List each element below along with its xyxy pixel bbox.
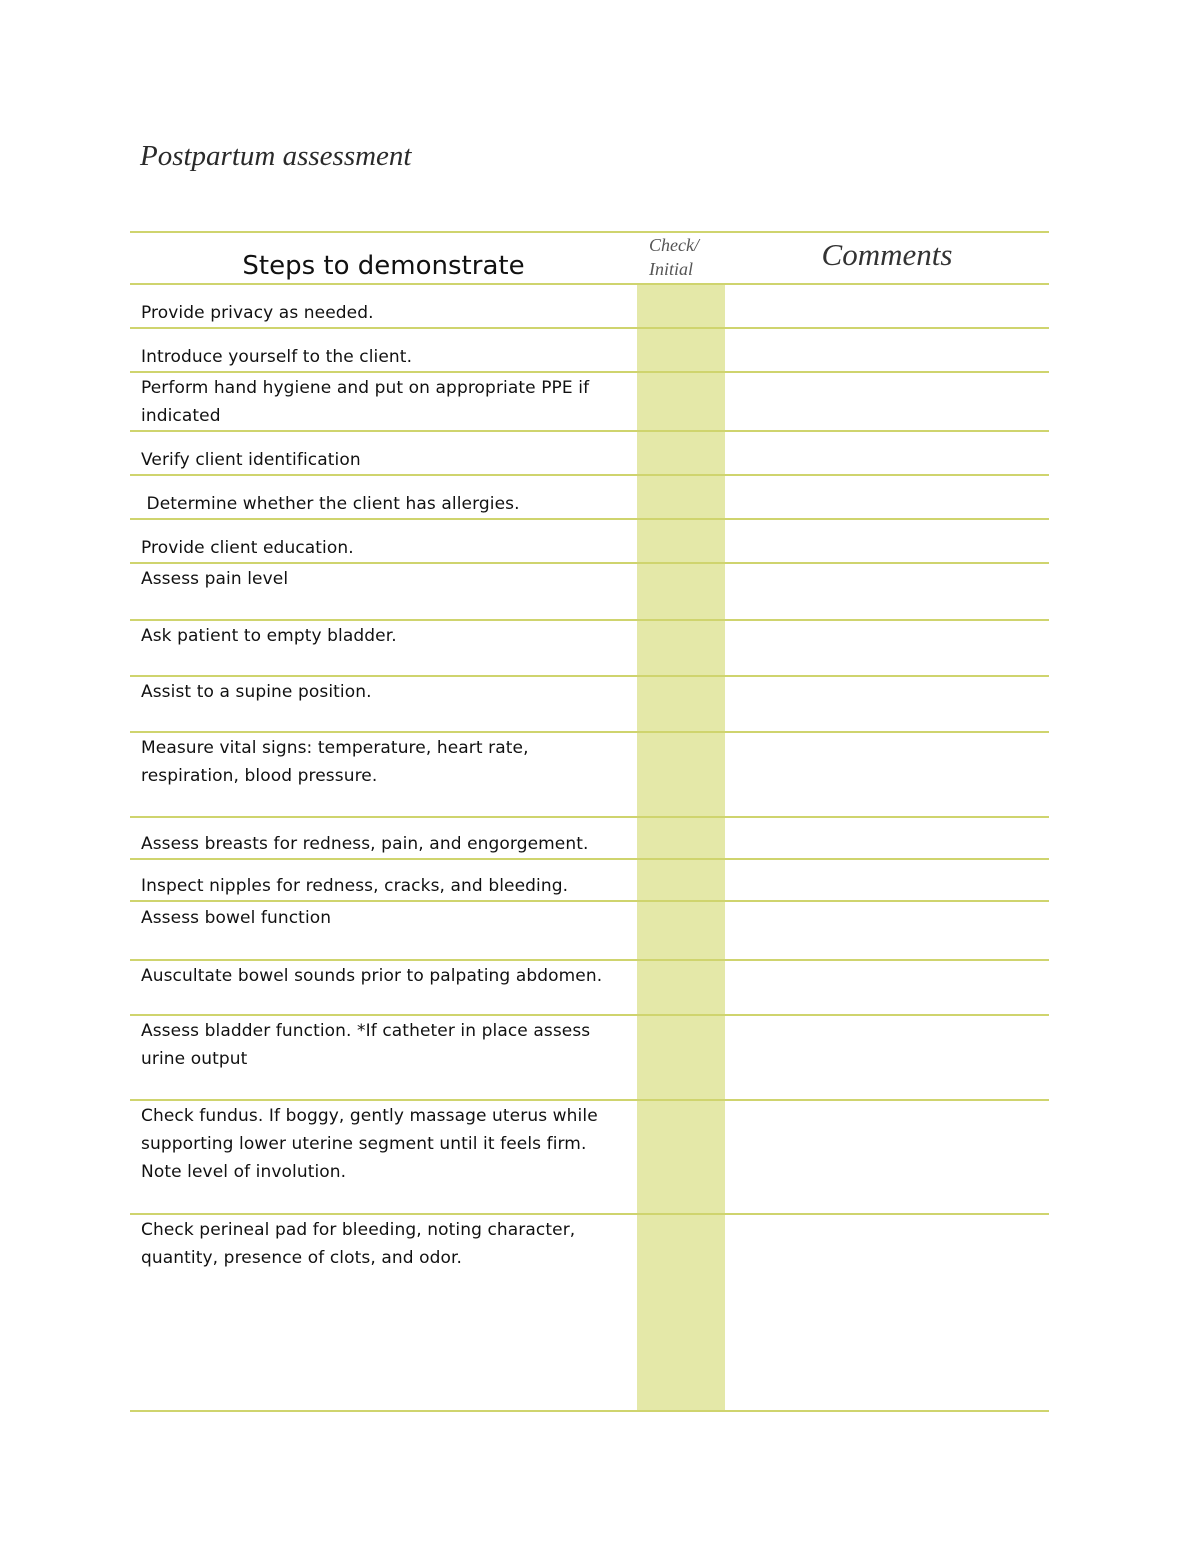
step-cell	[130, 475, 637, 519]
check-initial-cell[interactable]	[637, 328, 725, 372]
comments-cell[interactable]	[725, 1015, 1049, 1100]
step-cell	[130, 960, 637, 1015]
step-text: Perform hand hygiene and put on appropriate PPE if indicated	[141, 378, 590, 426]
check-initial-cell[interactable]	[637, 431, 725, 475]
check-initial-cell[interactable]	[637, 372, 725, 431]
check-initial-column-header	[637, 232, 725, 284]
check-initial-cell[interactable]	[637, 859, 725, 901]
comments-cell[interactable]	[725, 676, 1049, 732]
check-initial-cell[interactable]	[637, 732, 725, 817]
assessment-checklist-table	[130, 231, 1049, 1412]
check-initial-cell[interactable]	[637, 817, 725, 859]
table-row	[130, 960, 1049, 1015]
step-text: Assess breasts for redness, pain, and engorgement.	[141, 834, 589, 854]
step-cell	[130, 620, 637, 676]
step-cell	[130, 563, 637, 620]
table-row	[130, 328, 1049, 372]
comments-cell[interactable]	[725, 817, 1049, 859]
check-initial-cell[interactable]	[637, 1100, 725, 1214]
step-text: Assess bowel function	[141, 908, 332, 928]
check-initial-cell[interactable]	[637, 1015, 725, 1100]
step-text: Provide privacy as needed.	[141, 303, 374, 323]
step-text: Check perineal pad for bleeding, noting character, quantity, presence of clots, and odor.	[141, 1220, 576, 1268]
step-text: Inspect nipples for redness, cracks, and bleeding.	[141, 876, 569, 896]
step-cell	[130, 817, 637, 859]
comments-cell[interactable]	[725, 620, 1049, 676]
check-initial-cell[interactable]	[637, 563, 725, 620]
check-initial-cell[interactable]	[637, 475, 725, 519]
comments-cell[interactable]	[725, 732, 1049, 817]
comments-cell[interactable]	[725, 1100, 1049, 1214]
step-cell	[130, 1100, 637, 1214]
check-initial-cell[interactable]	[637, 620, 725, 676]
step-text: Measure vital signs: temperature, heart rate, respiration, blood pressure.	[141, 738, 529, 786]
comments-cell[interactable]	[725, 563, 1049, 620]
step-cell	[130, 676, 637, 732]
comments-cell[interactable]	[725, 284, 1049, 328]
check-initial-cell[interactable]	[637, 1214, 725, 1411]
table-row	[130, 901, 1049, 960]
table-row	[130, 817, 1049, 859]
table-row	[130, 1015, 1049, 1100]
comments-cell[interactable]	[725, 372, 1049, 431]
comments-cell[interactable]	[725, 475, 1049, 519]
comments-cell[interactable]	[725, 519, 1049, 563]
comments-cell[interactable]	[725, 901, 1049, 960]
table-row	[130, 372, 1049, 431]
step-cell	[130, 901, 637, 960]
comments-cell[interactable]	[725, 328, 1049, 372]
table-row	[130, 431, 1049, 475]
comments-cell[interactable]	[725, 1214, 1049, 1411]
step-text: Assist to a supine position.	[141, 682, 372, 702]
check-header-line-1: Check/	[649, 235, 699, 255]
step-cell	[130, 328, 637, 372]
step-cell	[130, 519, 637, 563]
table-row	[130, 284, 1049, 328]
step-text: Assess bladder function. *If catheter in place assess urine output	[141, 1021, 591, 1069]
step-text: Assess pain level	[141, 569, 289, 589]
table-row	[130, 620, 1049, 676]
check-initial-cell[interactable]	[637, 960, 725, 1015]
table-row	[130, 859, 1049, 901]
step-cell	[130, 372, 637, 431]
comments-cell[interactable]	[725, 431, 1049, 475]
comments-cell[interactable]	[725, 859, 1049, 901]
table-row	[130, 563, 1049, 620]
check-initial-cell[interactable]	[637, 676, 725, 732]
step-cell	[130, 732, 637, 817]
step-text: Introduce yourself to the client.	[141, 347, 413, 367]
table-row	[130, 1214, 1049, 1411]
step-cell	[130, 284, 637, 328]
step-cell	[130, 859, 637, 901]
step-text: Provide client education.	[141, 538, 354, 558]
steps-column-header: Steps to demonstrate	[130, 232, 637, 284]
table-header-row	[130, 232, 1049, 284]
table-row	[130, 519, 1049, 563]
check-initial-cell[interactable]	[637, 284, 725, 328]
check-initial-cell[interactable]	[637, 519, 725, 563]
table-row	[130, 732, 1049, 817]
comments-column-header: Comments	[725, 232, 1049, 284]
step-cell	[130, 431, 637, 475]
table-row	[130, 475, 1049, 519]
table-row	[130, 676, 1049, 732]
step-text: Ask patient to empty bladder.	[141, 626, 397, 646]
step-text: Verify client identification	[141, 450, 361, 470]
table-row	[130, 1100, 1049, 1214]
page-title: Postpartum assessment	[140, 140, 412, 172]
step-cell	[130, 1015, 637, 1100]
comments-cell[interactable]	[725, 960, 1049, 1015]
check-header-line-2: Initial	[649, 259, 693, 279]
step-text: Check fundus. If boggy, gently massage uterus while supporting lower uterine segment until it feels firm. Note level of involution.	[141, 1106, 598, 1182]
step-cell	[130, 1214, 637, 1411]
step-text: Determine whether the client has allergies.	[141, 494, 520, 514]
check-initial-cell[interactable]	[637, 901, 725, 960]
step-text: Auscultate bowel sounds prior to palpating abdomen.	[141, 966, 603, 986]
